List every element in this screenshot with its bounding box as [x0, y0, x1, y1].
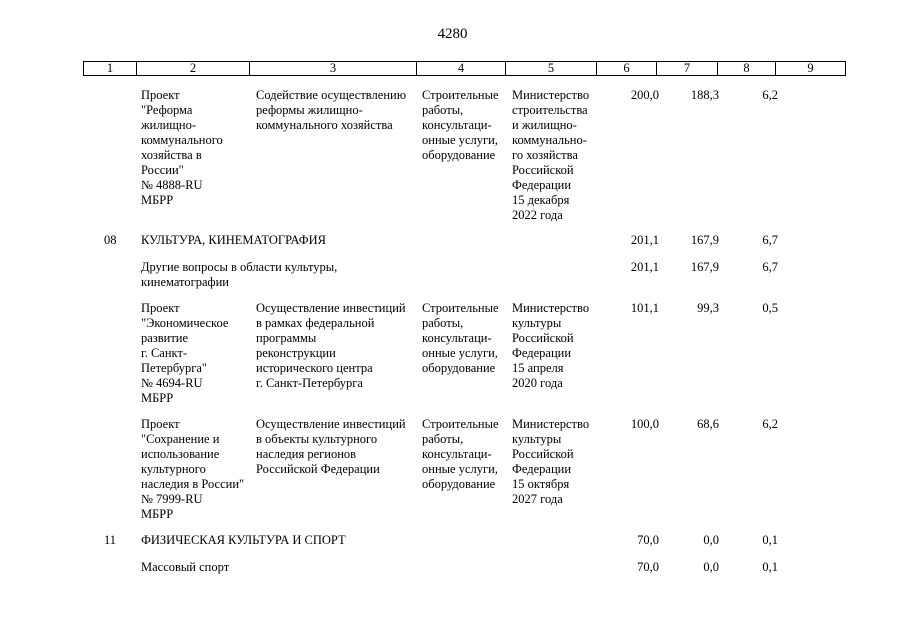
value-col7: 0,0	[703, 533, 719, 547]
value-col8: 6,7	[762, 260, 778, 274]
value-col6: 100,0	[630, 417, 659, 431]
value-col7: 68,6	[697, 417, 719, 431]
project-work-type: Строительные работы, консультаци- онные услуги, оборудование	[422, 88, 499, 162]
value-col6: 201,1	[630, 233, 659, 247]
value-col7: 188,3	[690, 88, 719, 102]
value-col6: 101,1	[630, 301, 659, 315]
column-header-row	[84, 62, 846, 76]
value-col7: 167,9	[690, 260, 719, 274]
project-ministry-date: Министерство культуры Российской Федерации 15 апреля 2020 года	[512, 301, 590, 390]
column-header-4: 4	[417, 62, 506, 76]
value-col6: 201,1	[630, 260, 659, 274]
project-purpose: Осуществление инвестиций в рамках федеральной программы реконструкции исторического центра г. Санкт-Петербурга	[256, 301, 406, 390]
value-col8: 6,2	[762, 88, 778, 102]
column-header-5: 5	[506, 62, 597, 76]
value-col8: 0,1	[762, 560, 778, 574]
value-col7: 99,3	[697, 301, 719, 315]
project-name: Проект "Экономическое развитие г. Санкт- Петербурга" № 4694-RU МБРР	[141, 301, 229, 405]
value-col6: 70,0	[637, 533, 659, 547]
section-title: ФИЗИЧЕСКАЯ КУЛЬТУРА И СПОРТ	[141, 533, 346, 547]
project-ministry-date: Министерство культуры Российской Федерации 15 октября 2027 года	[512, 417, 590, 506]
project-work-type: Строительные работы, консультаци- онные услуги, оборудование	[422, 301, 499, 375]
project-name: Проект "Реформа жилищно- коммунального хозяйства в России" № 4888-RU МБРР	[141, 88, 223, 207]
value-col7: 167,9	[690, 233, 719, 247]
project-work-type: Строительные работы, консультаци- онные услуги, оборудование	[422, 417, 499, 491]
project-purpose: Осуществление инвестиций в объекты культурного наследия регионов Российской Федерации	[256, 417, 406, 476]
value-col8: 0,1	[762, 533, 778, 547]
project-purpose: Содействие осуществлению реформы жилищно- коммунального хозяйства	[256, 88, 407, 132]
column-header-9: 9	[776, 62, 846, 76]
value-col8: 6,2	[762, 417, 778, 431]
value-col6: 200,0	[630, 88, 659, 102]
section-code: 08	[104, 233, 117, 247]
page-number: 4280	[437, 26, 468, 42]
column-header-6: 6	[597, 62, 657, 76]
value-col8: 6,7	[762, 233, 778, 247]
section-title: КУЛЬТУРА, КИНЕМАТОГРАФИЯ	[141, 233, 326, 247]
value-col6: 70,0	[637, 560, 659, 574]
column-header-7: 7	[657, 62, 718, 76]
subsection-title: Массовый спорт	[141, 560, 230, 574]
column-header-1: 1	[84, 62, 137, 76]
value-col8: 0,5	[762, 301, 778, 315]
project-ministry-date: Министерство строительства и жилищно- коммунально- го хозяйства Российской Федерации 15 декабря 2022 года	[512, 88, 590, 222]
column-header-table	[83, 61, 846, 76]
column-header-8: 8	[718, 62, 776, 76]
value-col7: 0,0	[703, 560, 719, 574]
subsection-title: Другие вопросы в области культуры, кинематографии	[141, 260, 338, 289]
section-code: 11	[104, 533, 117, 547]
column-header-3: 3	[250, 62, 417, 76]
project-name: Проект "Сохранение и использование культурного наследия в России" № 7999-RU МБРР	[141, 417, 245, 521]
column-header-2: 2	[137, 62, 250, 76]
